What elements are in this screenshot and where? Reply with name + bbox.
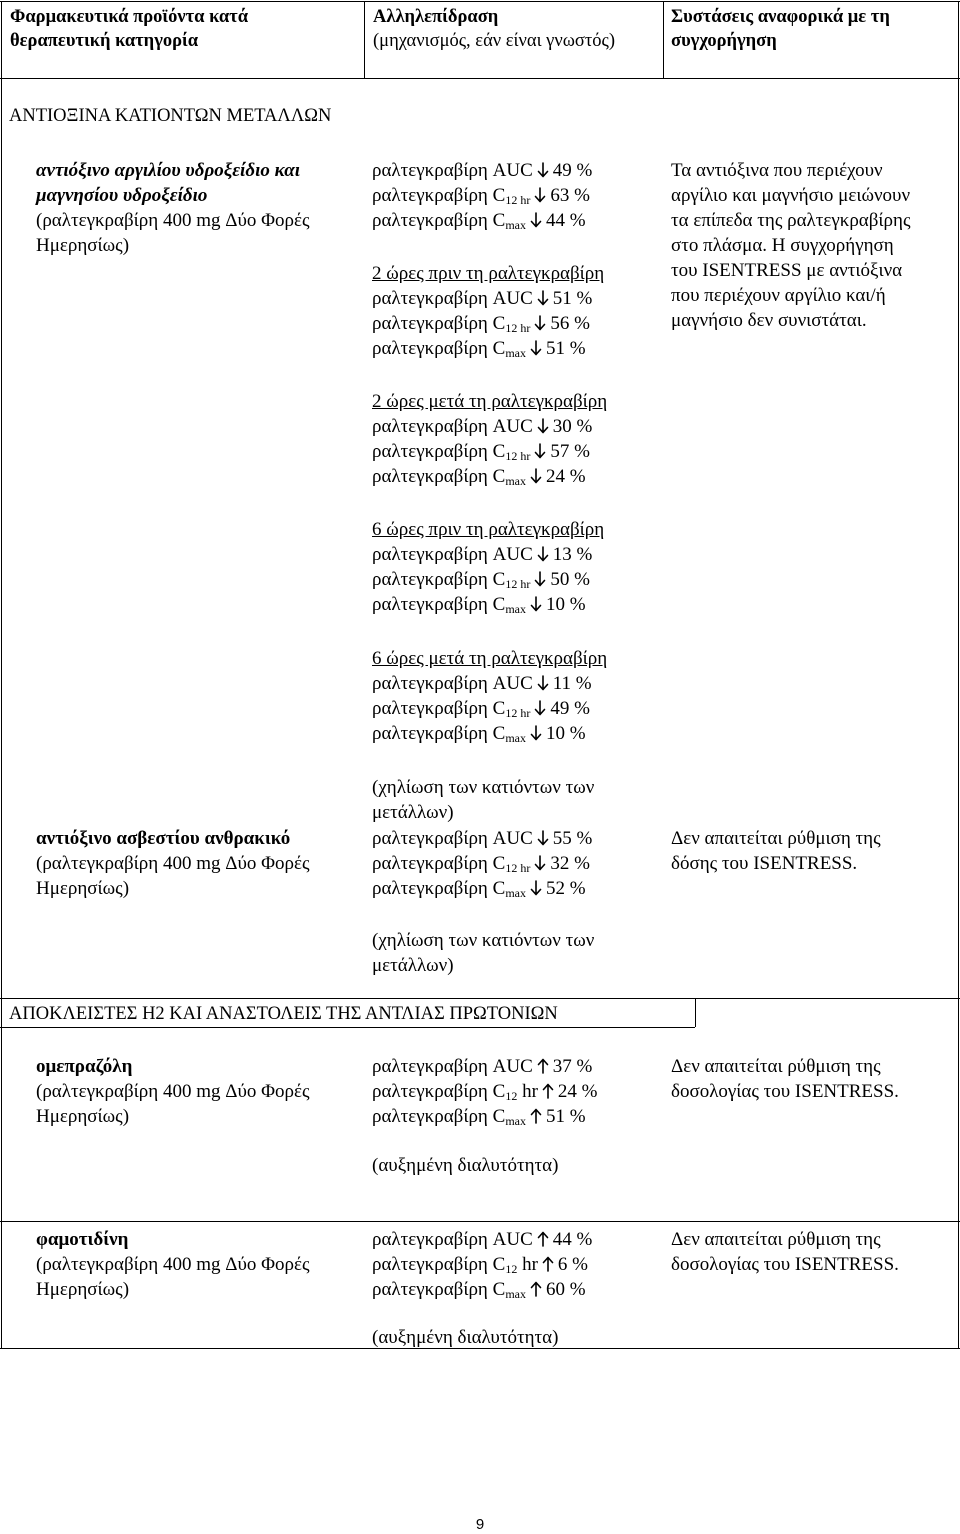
- arrow-down-icon: [534, 855, 546, 871]
- arrow-down-icon: [530, 468, 542, 484]
- arrow-down-icon: [534, 571, 546, 587]
- h2-section-right-border: [695, 998, 696, 1027]
- row2-interaction: [372, 826, 592, 901]
- page-number: 9: [475, 1516, 485, 1533]
- pk-c12-line: ραλτεγκραβίρη $C_{12 hr}$ 49 %: [372, 698, 590, 720]
- pk-c12-line: ραλτεγκραβίρη $C_{12 hr}$ 63 %: [372, 185, 590, 207]
- arrow-down-icon: [530, 725, 542, 741]
- arrow-down-icon: [534, 187, 546, 203]
- header-col-interaction: Αλληλεπίδραση (μηχανισμός, εάν είναι γνωστός): [373, 7, 616, 51]
- row4-recommendation: Δεν απαιτείται ρύθμιση της δοσολογίας του ISENTRESS.: [671, 1229, 899, 1275]
- arrow-down-icon: [537, 830, 549, 846]
- arrow-down-icon: [530, 212, 542, 228]
- pk-c12-line: ραλτεγκραβίρη $C_{12 hr}$ 57 %: [372, 441, 590, 463]
- header-bottom-border: [0, 78, 960, 79]
- pk-auc-line: ραλτεγκραβίρη AUC 44 %: [372, 1229, 593, 1250]
- header-col-recommendations: Συστάσεις αναφορικά με τη συγχορήγηση: [671, 7, 890, 51]
- row4-interaction: [372, 1227, 592, 1302]
- row3-interaction: [372, 1054, 597, 1129]
- arrow-down-icon: [534, 443, 546, 459]
- pk-cmax-line: ραλτεγκραβίρη $C_{max}$ 24 %: [372, 466, 586, 488]
- arrow-down-icon: [534, 315, 546, 331]
- section-title-h2-ppi: ΑΠΟΚΛΕΙΣΤΕΣ H2 ΚΑΙ ΑΝΑΣΤΟΛΕΙΣ ΤΗΣ ΑΝΤΛΙΑΣ ΠΡΩΤΟΝΙΩΝ: [9, 1004, 558, 1024]
- row3-mechanism: (αυξημένη διαλυτότητα): [372, 1155, 559, 1176]
- left-border: [1, 1, 2, 1348]
- row3-recommendation: Δεν απαιτείται ρύθμιση της δοσολογίας του ISENTRESS.: [671, 1056, 899, 1102]
- header-divider-1: [364, 1, 365, 78]
- arrow-down-icon: [537, 290, 549, 306]
- pk-cmax-line: ραλτεγκραβίρη $C_{max}$ 44 %: [372, 210, 586, 232]
- right-border: [958, 1, 959, 1348]
- pk-auc-line: ραλτεγκραβίρη AUC 30 %: [372, 416, 593, 437]
- arrow-up-icon: [542, 1083, 554, 1099]
- pk-c12-line: ραλτεγκραβίρη $C_{12 hr}$ 56 %: [372, 313, 590, 335]
- pk-auc-line: ραλτεγκραβίρη AUC 13 %: [372, 544, 593, 565]
- arrow-up-icon: [537, 1231, 549, 1247]
- header-divider-2: [663, 1, 664, 78]
- arrow-down-icon: [530, 880, 542, 896]
- row2-recommendation: Δεν απαιτείται ρύθμιση της δόσης του ISENTRESS.: [671, 828, 881, 874]
- row1-interaction-group-1: 2 ώρες πριν τη ραλτεγκραβίρη ραλτεγκραβίρη AUC 51 % ραλτεγκραβίρη $C_{12 hr}$ 56 % ραλτεγκραβίρη $C_{max}$ 51 %: [372, 263, 605, 360]
- row1-interaction-group-0: [372, 158, 592, 233]
- pk-c12-line: ραλτεγκραβίρη $C_{12}$ hr 6 %: [372, 1254, 588, 1276]
- pk-auc-line: ραλτεγκραβίρη AUC 55 %: [372, 828, 593, 849]
- row2-mechanism: (χηλίωση των κατιόντων των μετάλλων): [372, 930, 595, 976]
- row4-drug: φαμοτιδίνη (ραλτεγκραβίρη 400 mg Δύο Φορές Ημερησίως): [36, 1229, 310, 1300]
- pk-cmax-line: ραλτεγκραβίρη $C_{max}$ 51 %: [372, 338, 586, 360]
- arrow-up-icon: [530, 1108, 542, 1124]
- pk-cmax-line: ραλτεγκραβίρη $C_{max}$ 10 %: [372, 594, 586, 616]
- arrow-down-icon: [537, 162, 549, 178]
- row3-drug: ομεπραζόλη (ραλτεγκραβίρη 400 mg Δύο Φορές Ημερησίως): [36, 1056, 310, 1127]
- row-separator-famotidine: [0, 1221, 960, 1222]
- arrow-down-icon: [530, 340, 542, 356]
- arrow-down-icon: [537, 675, 549, 691]
- row1-recommendation: Τα αντιόξινα που περιέχουν αργίλιο και μαγνήσιο μειώνουν τα επίπεδα της ραλτεγκραβίρης στο πλάσμα. Η συγχορήγηση του ISENTRESS με αντιόξινα που περιέχουν αργίλιο και/ή μαγνήσιο δεν συνιστάται.: [671, 160, 911, 331]
- row2-drug: αντιόξινο ασβεστίου ανθρακικό (ραλτεγκραβίρη 400 mg Δύο Φορές Ημερησίως): [36, 828, 310, 899]
- pk-c12-line: ραλτεγκραβίρη $C_{12 hr}$ 50 %: [372, 569, 590, 591]
- pk-c12-line: ραλτεγκραβίρη $C_{12 hr}$ 32 %: [372, 853, 590, 875]
- header-col-products: Φαρμακευτικά προϊόντα κατά θεραπευτική κατηγορία: [10, 7, 249, 51]
- section-title-antacids: ΑΝΤΙΟΞΙΝΑ ΚΑΤΙΟΝΤΩΝ ΜΕΤΑΛΛΩΝ: [9, 106, 332, 126]
- pk-auc-line: ραλτεγκραβίρη AUC 11 %: [372, 673, 592, 694]
- arrow-down-icon: [537, 418, 549, 434]
- arrow-down-icon: [530, 596, 542, 612]
- pk-c12-line: ραλτεγκραβίρη $C_{12}$ hr 24 %: [372, 1081, 598, 1103]
- arrow-down-icon: [534, 700, 546, 716]
- pk-cmax-line: ραλτεγκραβίρη $C_{max}$ 10 %: [372, 723, 586, 745]
- row1-interaction-group-4: 6 ώρες μετά τη ραλτεγκραβίρη ραλτεγκραβίρη AUC 11 % ραλτεγκραβίρη $C_{12 hr}$ 49 % ραλτεγκραβίρη $C_{max}$ 10 %: [372, 648, 608, 745]
- pk-cmax-line: ραλτεγκραβίρη $C_{max}$ 52 %: [372, 878, 586, 900]
- pk-auc-line: ραλτεγκραβίρη AUC 49 %: [372, 160, 593, 181]
- arrow-up-icon: [537, 1058, 549, 1074]
- row1-mechanism: (χηλίωση των κατιόντων των μετάλλων): [372, 777, 595, 823]
- row4-mechanism: (αυξημένη διαλυτότητα): [372, 1327, 559, 1348]
- pk-cmax-line: ραλτεγκραβίρη $C_{max}$ 60 %: [372, 1279, 586, 1301]
- arrow-up-icon: [530, 1281, 542, 1297]
- h2-section-bottom-border: [0, 1027, 695, 1028]
- arrow-down-icon: [537, 546, 549, 562]
- pk-cmax-line: ραλτεγκραβίρη $C_{max}$ 51 %: [372, 1106, 586, 1128]
- arrow-up-icon: [542, 1256, 554, 1272]
- pk-auc-line: ραλτεγκραβίρη AUC 51 %: [372, 288, 593, 309]
- pk-auc-line: ραλτεγκραβίρη AUC 37 %: [372, 1056, 593, 1077]
- table-top-border: [0, 1, 960, 2]
- row1-interaction-group-2: 2 ώρες μετά τη ραλτεγκραβίρη ραλτεγκραβίρη AUC 30 % ραλτεγκραβίρη $C_{12 hr}$ 57 % ραλτεγκραβίρη $C_{max}$ 24 %: [372, 391, 608, 488]
- h2-section-top-border: [0, 998, 960, 999]
- row1-drug: αντιόξινο αργιλίου υδροξείδιο και μαγνησίου υδροξείδιο (ραλτεγκραβίρη 400 mg Δύο Φορές Ημερησίως): [36, 160, 310, 256]
- row1-interaction-group-3: 6 ώρες πριν τη ραλτεγκραβίρη ραλτεγκραβίρη AUC 13 % ραλτεγκραβίρη $C_{12 hr}$ 50 % ραλτεγκραβίρη $C_{max}$ 10 %: [372, 519, 605, 616]
